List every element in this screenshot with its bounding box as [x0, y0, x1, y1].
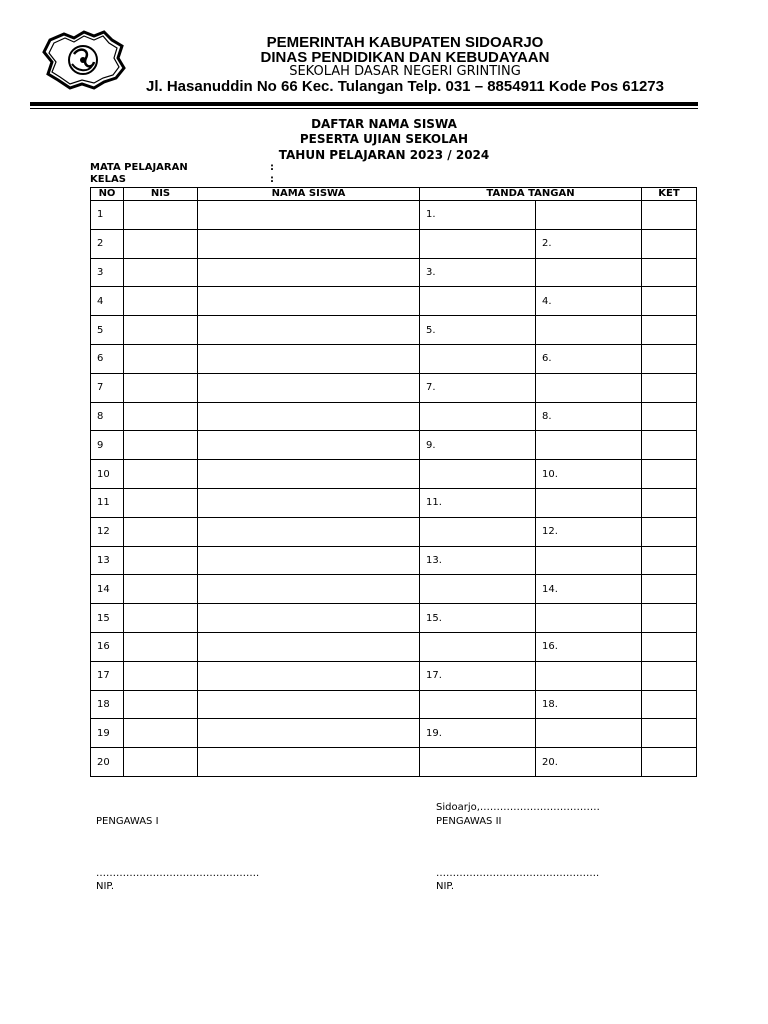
- ket-cell[interactable]: [642, 719, 697, 748]
- table-row: [91, 488, 697, 517]
- nis-cell[interactable]: [124, 316, 198, 345]
- student-name-cell[interactable]: [198, 344, 420, 373]
- row-number: 18: [91, 690, 124, 719]
- table-row: [91, 632, 697, 661]
- student-name-cell[interactable]: [198, 575, 420, 604]
- row-number: 15: [91, 604, 124, 633]
- row-number: 17: [91, 661, 124, 690]
- signature-left-cell[interactable]: [420, 402, 536, 431]
- signature-right-cell[interactable]: 14.: [536, 575, 642, 604]
- signature-right-cell[interactable]: 18.: [536, 690, 642, 719]
- ket-cell[interactable]: [642, 604, 697, 633]
- table-row: [91, 719, 697, 748]
- signature-right-cell[interactable]: [536, 546, 642, 575]
- supervisor-1-signature-line: ………………………………………….: [96, 868, 260, 879]
- row-number: 20: [91, 748, 124, 777]
- supervisor-2-nip: NIP.: [436, 881, 455, 892]
- row-number: 14: [91, 575, 124, 604]
- row-number: 9: [91, 431, 124, 460]
- header-address: Jl. Hasanuddin No 66 Kec. Tulangan Telp. 031 – 8854911 Kode Pos 61273: [146, 78, 664, 95]
- header-government: PEMERINTAH KABUPATEN SIDOARJO: [266, 34, 544, 51]
- row-number: 4: [91, 287, 124, 316]
- row-number: 3: [91, 258, 124, 287]
- table-row: [91, 201, 697, 230]
- signature-right-cell[interactable]: 16.: [536, 632, 642, 661]
- student-name-cell[interactable]: [198, 431, 420, 460]
- table-row: [91, 661, 697, 690]
- student-name-cell[interactable]: [198, 488, 420, 517]
- table-row: [91, 575, 697, 604]
- signature-right-cell[interactable]: [536, 431, 642, 460]
- signature-right-cell[interactable]: 12.: [536, 517, 642, 546]
- ket-cell[interactable]: [642, 575, 697, 604]
- table-row: [91, 344, 697, 373]
- table-row: [91, 748, 697, 777]
- table-header-row: [91, 188, 697, 201]
- signature-left-cell[interactable]: [420, 690, 536, 719]
- nis-cell[interactable]: [124, 575, 198, 604]
- student-list-table: [90, 187, 697, 777]
- signature-left-cell[interactable]: [420, 287, 536, 316]
- document-subtitle: PESERTA UJIAN SEKOLAH: [299, 132, 469, 146]
- student-name-cell[interactable]: [198, 517, 420, 546]
- supervisor-1-nip: NIP.: [96, 881, 115, 892]
- document-title: DAFTAR NAMA SISWA: [311, 117, 457, 131]
- signature-right-cell[interactable]: 2.: [536, 229, 642, 258]
- table-row: [91, 690, 697, 719]
- student-name-cell[interactable]: [198, 546, 420, 575]
- sidoarjo-emblem-icon: [38, 24, 128, 94]
- row-number: 6: [91, 344, 124, 373]
- table-row: [91, 316, 697, 345]
- header-department: DINAS PENDIDIKAN DAN KEBUDAYAAN: [260, 49, 550, 66]
- signature-right-cell[interactable]: [536, 373, 642, 402]
- ket-cell[interactable]: [642, 316, 697, 345]
- student-name-cell[interactable]: [198, 719, 420, 748]
- signature-left-cell[interactable]: 13.: [420, 546, 536, 575]
- academic-year: TAHUN PELAJARAN 2023 / 2024: [278, 148, 490, 162]
- ket-cell[interactable]: [642, 748, 697, 777]
- table-row: [91, 258, 697, 287]
- row-number: 13: [91, 546, 124, 575]
- signature-right-cell[interactable]: [536, 201, 642, 230]
- table-row: [91, 287, 697, 316]
- ket-cell[interactable]: [642, 229, 697, 258]
- header-school: SEKOLAH DASAR NEGERI GRINTING: [289, 64, 521, 79]
- column-header-nama-siswa: NAMA SISWA: [198, 188, 420, 201]
- signature-right-cell[interactable]: [536, 604, 642, 633]
- subject-colon: :: [270, 162, 274, 173]
- ket-cell[interactable]: [642, 431, 697, 460]
- nis-cell[interactable]: [124, 287, 198, 316]
- class-colon: :: [270, 174, 274, 185]
- column-header-no: NO: [91, 188, 124, 201]
- ket-cell[interactable]: [642, 344, 697, 373]
- signature-left-cell[interactable]: [420, 229, 536, 258]
- student-name-cell[interactable]: [198, 748, 420, 777]
- nis-cell[interactable]: [124, 373, 198, 402]
- nis-cell[interactable]: [124, 201, 198, 230]
- row-number: 8: [91, 402, 124, 431]
- signature-left-cell[interactable]: 19.: [420, 719, 536, 748]
- nis-cell[interactable]: [124, 460, 198, 489]
- row-number: 11: [91, 488, 124, 517]
- signature-left-cell[interactable]: 5.: [420, 316, 536, 345]
- row-number: 1: [91, 201, 124, 230]
- signature-right-cell[interactable]: 10.: [536, 460, 642, 489]
- signature-left-cell[interactable]: 17.: [420, 661, 536, 690]
- row-number: 10: [91, 460, 124, 489]
- ket-cell[interactable]: [642, 287, 697, 316]
- nis-cell[interactable]: [124, 719, 198, 748]
- signature-left-cell[interactable]: [420, 344, 536, 373]
- ket-cell[interactable]: [642, 258, 697, 287]
- ket-cell[interactable]: [642, 488, 697, 517]
- ket-cell[interactable]: [642, 546, 697, 575]
- signature-left-cell[interactable]: 3.: [420, 258, 536, 287]
- signature-right-cell[interactable]: [536, 719, 642, 748]
- place-date: Sidoarjo,………………………………: [436, 802, 600, 813]
- table-row: [91, 460, 697, 489]
- student-name-cell[interactable]: [198, 287, 420, 316]
- signature-left-cell[interactable]: [420, 575, 536, 604]
- signature-left-cell[interactable]: 9.: [420, 431, 536, 460]
- signature-right-cell[interactable]: 6.: [536, 344, 642, 373]
- table-row: [91, 546, 697, 575]
- class-label: KELAS: [90, 174, 126, 185]
- ket-cell[interactable]: [642, 661, 697, 690]
- table-row: [91, 373, 697, 402]
- row-number: 16: [91, 632, 124, 661]
- nis-cell[interactable]: [124, 344, 198, 373]
- ket-cell[interactable]: [642, 632, 697, 661]
- subject-label: MATA PELAJARAN: [90, 162, 188, 173]
- student-name-cell[interactable]: [198, 661, 420, 690]
- student-name-cell[interactable]: [198, 402, 420, 431]
- signature-left-cell[interactable]: [420, 517, 536, 546]
- row-number: 19: [91, 719, 124, 748]
- ket-cell[interactable]: [642, 201, 697, 230]
- ket-cell[interactable]: [642, 373, 697, 402]
- student-name-cell[interactable]: [198, 604, 420, 633]
- table-row: [91, 604, 697, 633]
- table-row: [91, 229, 697, 258]
- table-row: [91, 402, 697, 431]
- signature-right-cell[interactable]: [536, 488, 642, 517]
- student-name-cell[interactable]: [198, 316, 420, 345]
- nis-cell[interactable]: [124, 258, 198, 287]
- student-name-cell[interactable]: [198, 373, 420, 402]
- header-divider-thin: [30, 108, 698, 109]
- nis-cell[interactable]: [124, 690, 198, 719]
- row-number: 2: [91, 229, 124, 258]
- signature-right-cell[interactable]: [536, 661, 642, 690]
- signature-right-cell[interactable]: 8.: [536, 402, 642, 431]
- student-name-cell[interactable]: [198, 229, 420, 258]
- nis-cell[interactable]: [124, 431, 198, 460]
- nis-cell[interactable]: [124, 229, 198, 258]
- nis-cell[interactable]: [124, 661, 198, 690]
- header-divider-thick: [30, 102, 698, 106]
- table-row: [91, 517, 697, 546]
- nis-cell[interactable]: [124, 517, 198, 546]
- nis-cell[interactable]: [124, 546, 198, 575]
- student-name-cell[interactable]: [198, 632, 420, 661]
- nis-cell[interactable]: [124, 748, 198, 777]
- nis-cell[interactable]: [124, 604, 198, 633]
- signature-left-cell[interactable]: 7.: [420, 373, 536, 402]
- student-name-cell[interactable]: [198, 258, 420, 287]
- signature-left-cell[interactable]: 1.: [420, 201, 536, 230]
- supervisor-1-title: PENGAWAS I: [96, 816, 159, 827]
- ket-cell[interactable]: [642, 517, 697, 546]
- signature-left-cell[interactable]: 11.: [420, 488, 536, 517]
- ket-cell[interactable]: [642, 690, 697, 719]
- signature-right-cell[interactable]: [536, 316, 642, 345]
- row-number: 7: [91, 373, 124, 402]
- table-row: [91, 431, 697, 460]
- signature-right-cell[interactable]: 4.: [536, 287, 642, 316]
- row-number: 5: [91, 316, 124, 345]
- signature-right-cell[interactable]: 20.: [536, 748, 642, 777]
- column-header-tanda-tangan: TANDA TANGAN: [420, 188, 642, 201]
- student-name-cell[interactable]: [198, 201, 420, 230]
- column-header-nis: NIS: [124, 188, 198, 201]
- supervisor-2-signature-line: ………………………………………….: [436, 868, 600, 879]
- column-header-ket: KET: [642, 188, 697, 201]
- signature-left-cell[interactable]: [420, 632, 536, 661]
- signature-right-cell[interactable]: [536, 258, 642, 287]
- student-name-cell[interactable]: [198, 690, 420, 719]
- nis-cell[interactable]: [124, 632, 198, 661]
- ket-cell[interactable]: [642, 460, 697, 489]
- ket-cell[interactable]: [642, 402, 697, 431]
- nis-cell[interactable]: [124, 488, 198, 517]
- signature-left-cell[interactable]: 15.: [420, 604, 536, 633]
- row-number: 12: [91, 517, 124, 546]
- supervisor-2-title: PENGAWAS II: [436, 816, 502, 827]
- signature-left-cell[interactable]: [420, 460, 536, 489]
- nis-cell[interactable]: [124, 402, 198, 431]
- signature-left-cell[interactable]: [420, 748, 536, 777]
- student-name-cell[interactable]: [198, 460, 420, 489]
